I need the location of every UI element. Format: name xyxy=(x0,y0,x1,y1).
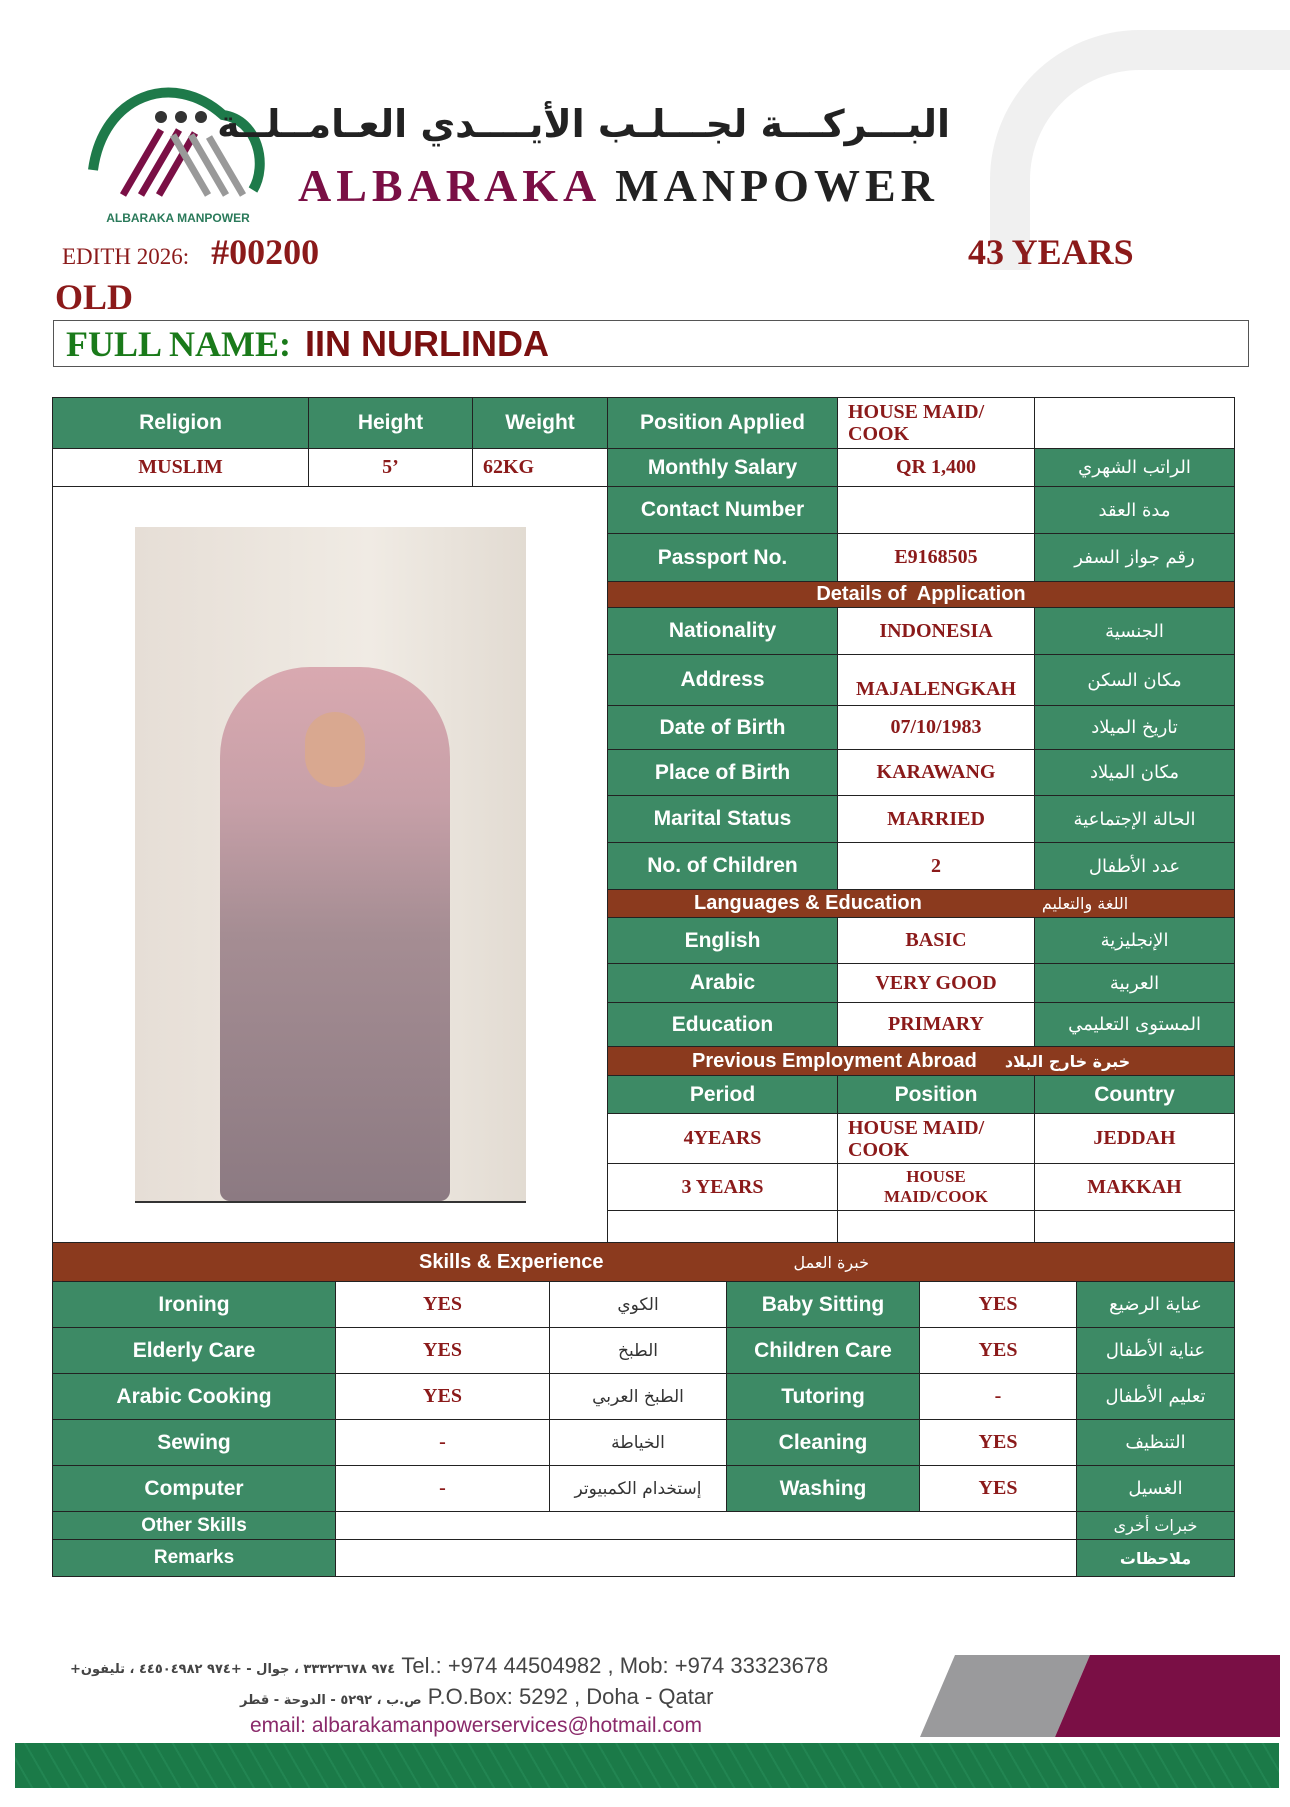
remarks-value xyxy=(335,1539,1077,1577)
skills-title: Skills & Experience xyxy=(419,1250,604,1273)
skill-value: - xyxy=(335,1419,550,1466)
contact-label-ar: مدة العقد xyxy=(1034,486,1235,534)
footer-green-band xyxy=(15,1743,1279,1788)
company-name-b: MANPOWER xyxy=(615,160,939,211)
religion-value: MUSLIM xyxy=(52,448,309,487)
employment-title-ar: خبرة خارج البلاد xyxy=(1004,1051,1131,1071)
skill-label: Arabic Cooking xyxy=(52,1373,336,1420)
footer-email[interactable]: email: albarakamanpowerservices@hotmail.com xyxy=(250,1714,702,1737)
religion-header: Religion xyxy=(52,397,309,449)
employment-period: 4YEARS xyxy=(607,1113,838,1164)
full-name-label: FULL NAME: xyxy=(66,323,291,364)
skill-label: Ironing xyxy=(52,1281,336,1328)
weight-header: Weight xyxy=(472,397,608,449)
skill-label: Elderly Care xyxy=(52,1327,336,1374)
employment-empty xyxy=(1034,1210,1235,1243)
languages-header xyxy=(607,889,1235,918)
arabic-label: Arabic xyxy=(607,963,838,1003)
reference-line xyxy=(62,232,319,272)
skill-label: Tutoring xyxy=(726,1373,920,1420)
dob-label: Date of Birth xyxy=(607,705,838,750)
company-logo xyxy=(83,75,273,225)
skill-label: Children Care xyxy=(726,1327,920,1374)
skill-label: Computer xyxy=(52,1465,336,1512)
arabic-label-ar: العربية xyxy=(1034,963,1235,1003)
education-label: Education xyxy=(607,1002,838,1047)
skill-label-ar: عناية الرضيع xyxy=(1076,1281,1235,1328)
passport-label-ar: رقم جواز السفر xyxy=(1034,533,1235,582)
person-face xyxy=(305,712,365,787)
footer-pobox xyxy=(240,1684,713,1714)
age: 43 YEARS xyxy=(968,232,1134,272)
dob-value: 07/10/1983 xyxy=(837,705,1035,750)
full-name-box xyxy=(53,320,1249,367)
skills-title-ar: خبرة العمل xyxy=(793,1252,869,1272)
languages-title-ar: اللغة والتعليم xyxy=(1041,894,1129,913)
arabic-company-name: البـــركـــة لجـــلـب الأيــــدي العـامــلــة xyxy=(217,102,950,146)
weight-value: 62KG xyxy=(472,448,608,487)
salary-label-ar: الراتب الشهري xyxy=(1034,448,1235,487)
education-value: PRIMARY xyxy=(837,1002,1035,1047)
skill-value: - xyxy=(335,1465,550,1512)
skill-label: Baby Sitting xyxy=(726,1281,920,1328)
reference-number: #00200 xyxy=(211,232,320,272)
skill-value: YES xyxy=(335,1281,550,1328)
children-label: No. of Children xyxy=(607,842,838,890)
skill-label-ar: الكوي xyxy=(549,1281,727,1328)
employment-country: MAKKAH xyxy=(1034,1163,1235,1211)
footer-phone xyxy=(70,1652,920,1684)
skill-value: YES xyxy=(919,1419,1077,1466)
contact-label: Contact Number xyxy=(607,486,838,534)
nationality-label: Nationality xyxy=(607,607,838,655)
skill-label-ar: عناية الأطفال xyxy=(1076,1327,1235,1374)
employment-header xyxy=(607,1046,1235,1076)
employment-position: HOUSE MAID/ COOK xyxy=(837,1113,1035,1164)
footer-phone-ar: +٩٧٤ ٣٣٣٢٣٦٧٨ ، جوال - +٩٧٤ ٤٤٥٠٤٩٨٢ ، تليفون xyxy=(70,1662,396,1677)
position-label: Position Applied xyxy=(607,397,838,449)
contact-value xyxy=(837,486,1035,534)
dob-label-ar: تاريخ الميلاد xyxy=(1034,705,1235,750)
salary-value: QR 1,400 xyxy=(837,448,1035,487)
remarks-label: Remarks xyxy=(52,1539,336,1577)
marital-value: MARRIED xyxy=(837,795,1035,843)
position-value: HOUSE MAID/ COOK xyxy=(837,397,1035,449)
footer-decoration xyxy=(920,1655,1280,1737)
skill-label: Washing xyxy=(726,1465,920,1512)
employment-position: HOUSE MAID/COOK xyxy=(837,1163,1035,1211)
address-label-ar: مكان السكن xyxy=(1034,654,1235,706)
education-label-ar: المستوى التعليمي xyxy=(1034,1002,1235,1047)
english-value: BASIC xyxy=(837,917,1035,964)
height-header: Height xyxy=(308,397,473,449)
skill-value: YES xyxy=(919,1327,1077,1374)
other-skills-label-ar: خبرات أخرى xyxy=(1076,1511,1235,1540)
age-suffix: OLD xyxy=(55,277,134,317)
photo-cell xyxy=(52,486,608,1243)
skill-label-ar: الخياطة xyxy=(549,1419,727,1466)
address-label: Address xyxy=(607,654,838,706)
passport-value: E9168505 xyxy=(837,533,1035,582)
company-name xyxy=(298,160,939,212)
marital-label: Marital Status xyxy=(607,795,838,843)
passport-label: Passport No. xyxy=(607,533,838,582)
skill-label-ar: الطبخ العربي xyxy=(549,1373,727,1420)
skill-value: YES xyxy=(919,1465,1077,1512)
height-value: 5’ xyxy=(308,448,473,487)
company-name-a: ALBARAKA xyxy=(298,160,599,211)
employment-empty xyxy=(607,1210,838,1243)
skill-label-ar: التنظيف xyxy=(1076,1419,1235,1466)
logo-caption: ALBARAKA MANPOWER xyxy=(106,211,250,225)
employment-country: JEDDAH xyxy=(1034,1113,1235,1164)
pob-label: Place of Birth xyxy=(607,749,838,796)
address-value: MAJALENGKAH xyxy=(837,654,1035,706)
skill-value: YES xyxy=(919,1281,1077,1328)
remarks-label-ar: ملاحظات xyxy=(1076,1539,1235,1577)
pob-value: KARAWANG xyxy=(837,749,1035,796)
marital-label-ar: الحالة الإجتماعية xyxy=(1034,795,1235,843)
skill-label: Sewing xyxy=(52,1419,336,1466)
pob-label-ar: مكان الميلاد xyxy=(1034,749,1235,796)
skill-label-ar: الغسيل xyxy=(1076,1465,1235,1512)
footer-phone-en: Tel.: +974 44504982 , Mob: +974 33323678 xyxy=(401,1653,829,1678)
country-header: Country xyxy=(1034,1075,1235,1114)
other-skills-value xyxy=(335,1511,1077,1540)
languages-title: Languages & Education xyxy=(694,892,922,914)
full-name: IIN NURLINDA xyxy=(305,322,549,364)
position-header: Position xyxy=(837,1075,1035,1114)
skills-header xyxy=(52,1242,1235,1282)
skill-label-ar: إستخدام الكمبيوتر xyxy=(549,1465,727,1512)
skill-label: Cleaning xyxy=(726,1419,920,1466)
arabic-value: VERY GOOD xyxy=(837,963,1035,1003)
nationality-label-ar: الجنسية xyxy=(1034,607,1235,655)
children-label-ar: عدد الأطفال xyxy=(1034,842,1235,890)
details-header: Details of Application xyxy=(607,581,1235,608)
salary-label: Monthly Salary xyxy=(607,448,838,487)
period-header: Period xyxy=(607,1075,838,1114)
reference-label: EDITH 2026: xyxy=(62,244,190,269)
nationality-value: INDONESIA xyxy=(837,607,1035,655)
other-skills-label: Other Skills xyxy=(52,1511,336,1540)
employment-period: 3 YEARS xyxy=(607,1163,838,1211)
employment-title: Previous Employment Abroad xyxy=(692,1049,977,1072)
footer-pobox-ar: ص.ب ، ٥٢٩٢ - الدوحة - قطر xyxy=(240,1693,422,1708)
skill-value: YES xyxy=(335,1373,550,1420)
skill-value: YES xyxy=(335,1327,550,1374)
applicant-photo xyxy=(135,527,526,1203)
english-label: English xyxy=(607,917,838,964)
employment-empty xyxy=(837,1210,1035,1243)
footer-pobox-en: P.O.Box: 5292 , Doha - Qatar xyxy=(427,1684,714,1709)
english-label-ar: الإنجليزية xyxy=(1034,917,1235,964)
skill-value: - xyxy=(919,1373,1077,1420)
skill-label-ar: الطبخ xyxy=(549,1327,727,1374)
children-value: 2 xyxy=(837,842,1035,890)
position-blank xyxy=(1034,397,1235,449)
skill-label-ar: تعليم الأطفال xyxy=(1076,1373,1235,1420)
